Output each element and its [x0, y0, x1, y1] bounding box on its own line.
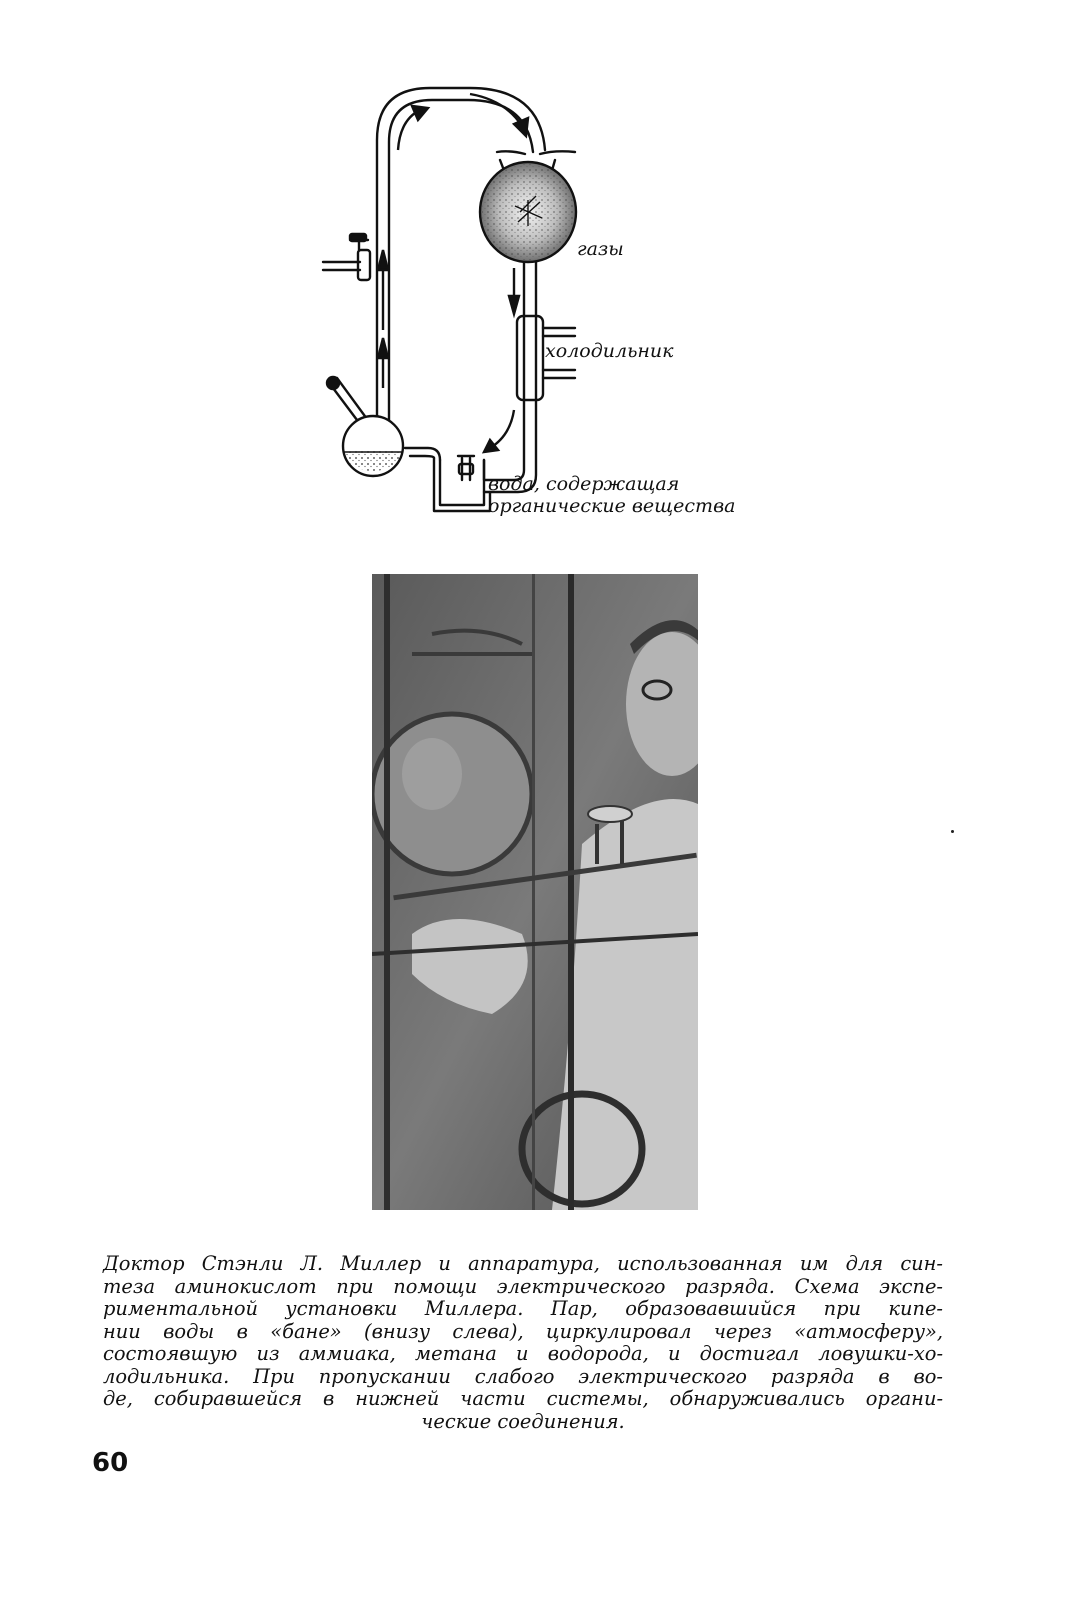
print-speck	[951, 830, 954, 833]
caption-line: Доктор Стэнли Л. Миллер и аппаратура, использованная им для син-	[103, 1252, 943, 1275]
photograph	[372, 574, 698, 1210]
caption-line: состоявшую из аммиака, метана и водорода, и достигал ловушки-хо-	[103, 1342, 943, 1365]
water-label-line1: вода, содержащая	[488, 473, 680, 495]
miller-apparatus-diagram	[300, 78, 740, 528]
caption-line: теза аминокислот при помощи электрического разряда. Схема экспе-	[103, 1274, 943, 1298]
page-number: 60	[92, 1448, 129, 1478]
condenser-label: холодильник	[545, 340, 674, 362]
caption-line: ческие соединения.	[421, 1409, 625, 1433]
photograph-icon	[372, 574, 698, 1210]
gases-label: газы	[577, 238, 624, 260]
figure-caption	[103, 1253, 943, 1433]
caption-line: нии воды в «бане» (внизу слева), циркулировал через «атмосферу»,	[103, 1319, 943, 1343]
caption-line: де, собиравшейся в нижней части системы, обнаруживались органи-	[103, 1387, 943, 1410]
water-label-line2: органические вещества	[488, 495, 736, 517]
caption-line: лодильника. При пропускании слабого электрического разряда в во-	[103, 1364, 943, 1388]
caption-line: риментальной установки Миллера. Пар, образовавшийся при кипе-	[103, 1297, 943, 1320]
